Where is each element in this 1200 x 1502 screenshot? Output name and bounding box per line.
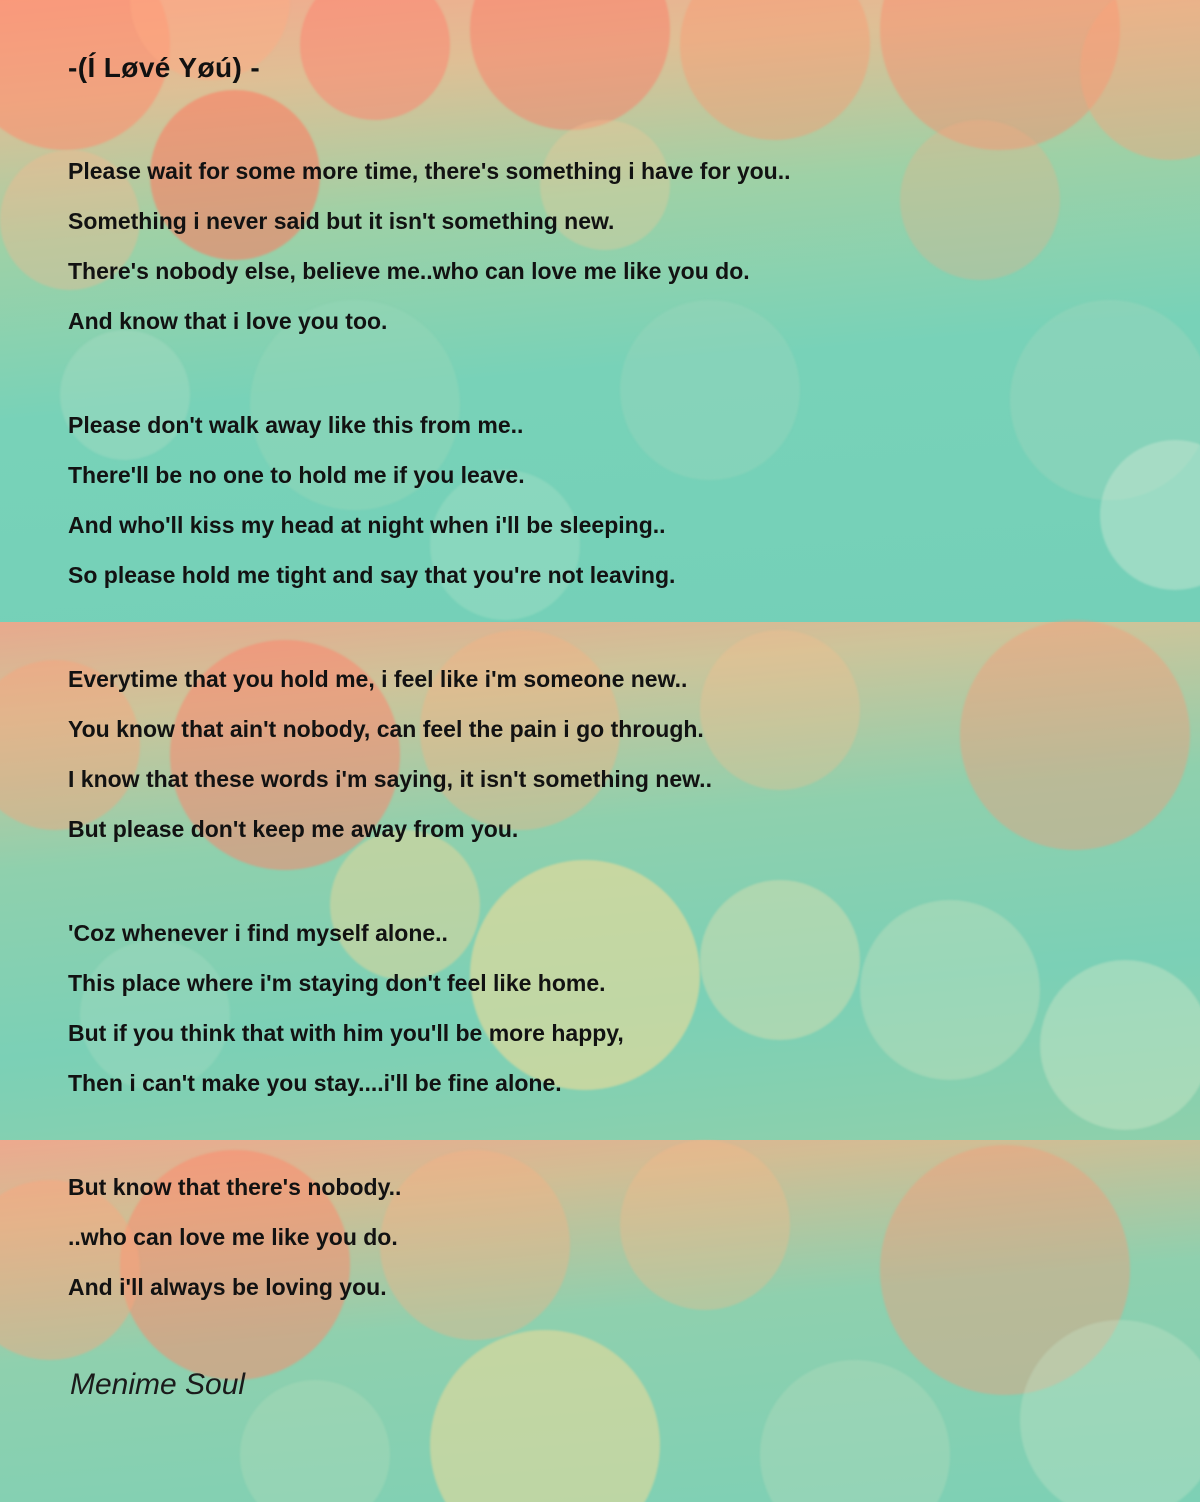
poem-line: Then i can't make you stay....i'll be fine alone.	[68, 1070, 562, 1096]
poem-line: 'Coz whenever i find myself alone..	[68, 920, 448, 946]
stanza-5	[68, 1162, 1136, 1312]
poem-line: I know that these words i'm saying, it isn't something new..	[68, 766, 712, 792]
poem-line: Everytime that you hold me, i feel like i'm someone new..	[68, 666, 688, 692]
poem-line: But know that there's nobody..	[68, 1174, 402, 1200]
poem-line: Something i never said but it isn't something new.	[68, 208, 615, 234]
poem-line: ..who can love me like you do.	[68, 1224, 398, 1250]
stanza-2	[68, 400, 1136, 600]
poem-line: There's nobody else, believe me..who can love me like you do.	[68, 258, 750, 284]
poem-line: This place where i'm staying don't feel like home.	[68, 970, 606, 996]
poem-line: Please wait for some more time, there's something i have for you..	[68, 158, 791, 184]
poem-line: Please don't walk away like this from me..	[68, 412, 524, 438]
author-name: Menime Soul	[70, 1368, 246, 1401]
stanza-3	[68, 654, 1136, 854]
stanza-4	[68, 908, 1136, 1108]
poem-line: And i'll always be loving you.	[68, 1274, 387, 1300]
page-title: -(Í Løvé Yøú) -	[68, 52, 261, 83]
poem-line: And who'll kiss my head at night when i'll be sleeping..	[68, 512, 666, 538]
poem-line: And know that i love you too.	[68, 308, 388, 334]
poem-line: But please don't keep me away from you.	[68, 816, 519, 842]
poem-line: So please hold me tight and say that you're not leaving.	[68, 562, 676, 588]
poem-line: You know that ain't nobody, can feel the pain i go through.	[68, 716, 704, 742]
poem-line: But if you think that with him you'll be more happy,	[68, 1020, 624, 1046]
stanza-1	[68, 146, 1136, 346]
poem-line: There'll be no one to hold me if you leave.	[68, 462, 525, 488]
